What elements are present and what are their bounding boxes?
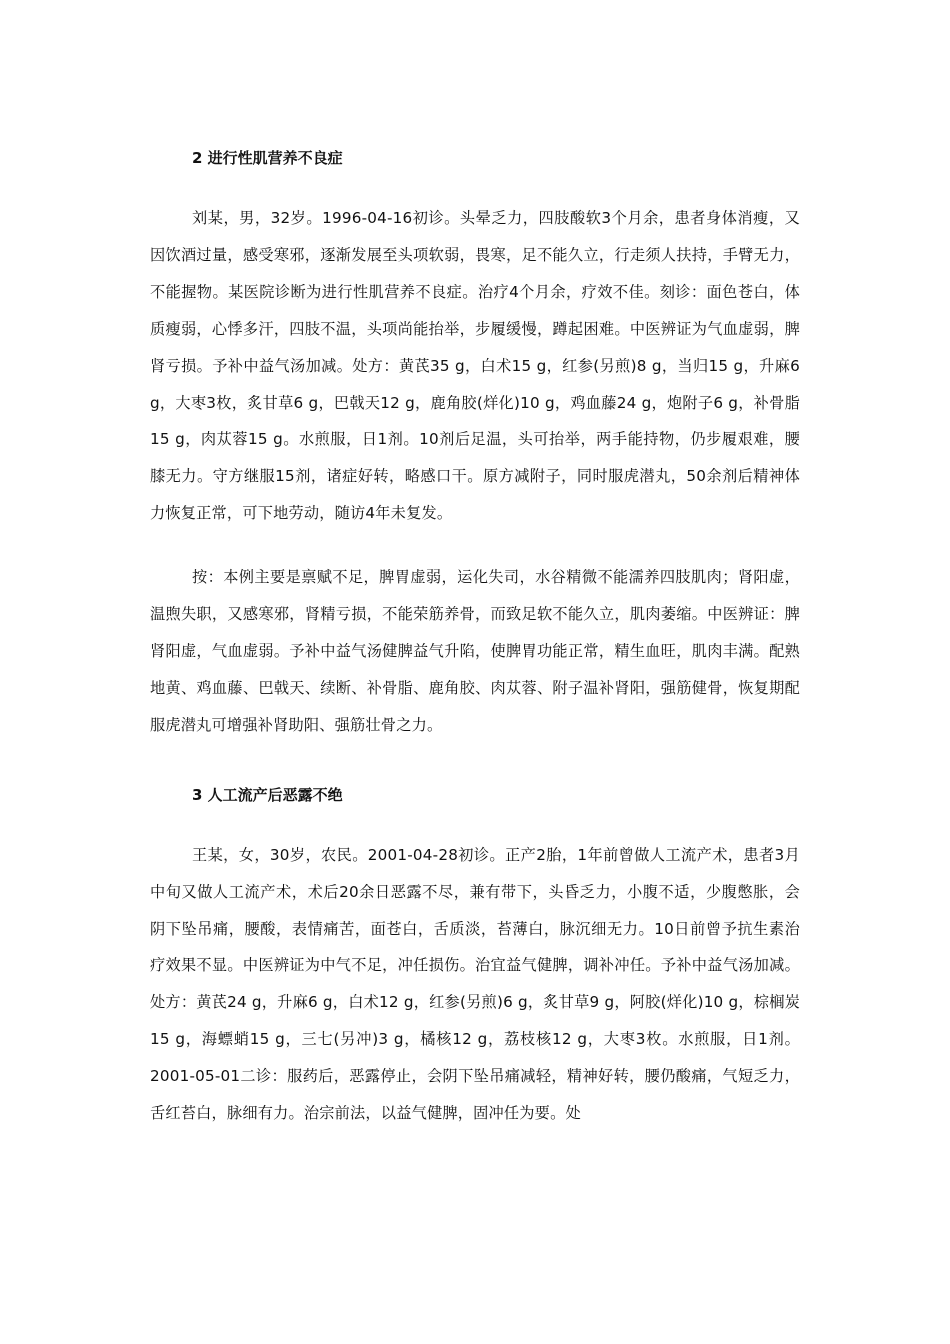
section-heading-muscular-dystrophy: 2 进行性肌营养不良症: [192, 149, 343, 167]
spacer: [150, 182, 800, 200]
commentary-paragraph-liu: 按：本例主要是禀赋不足，脾胃虚弱，运化失司，水谷精微不能濡养四肢肌肉；肾阳虚，温煦失职，又感寒邪，肾精亏损，不能荣筋养骨，而致足软不能久立，肌肉萎缩。中医辨证：脾肾阳虚，气血虚弱。予补中益气汤健脾益气升陷，使脾胃功能正常，精生血旺，肌肉丰满。配熟地黄、鸡血藤、巴戟天、续断、补骨脂、鹿角胶、肉苁蓉、附子温补肾阳，强筋健骨，恢复期配服虎潜丸可增强补肾助阳、强筋壮骨之力。: [150, 568, 800, 734]
spacer: [150, 744, 800, 771]
spacer: [150, 532, 800, 559]
case-paragraph-wang: 王某，女，30岁，农民。2001-04-28初诊。正产2胎，1年前曾做人工流产术，患者3月中旬又做人工流产术，术后20余日恶露不尽，兼有带下，头昏乏力，小腹不适，少腹憋胀，会阴下坠吊痛，腰酸，表情痛苦，面苍白，舌质淡，苔薄白，脉沉细无力。10日前曾予抗生素治疗效果不显。中医辨证为中气不足，冲任损伤。治宜益气健脾，调补冲任。予补中益气汤加减。处方：黄芪24 g，升麻6 g，白术12 g，红参(另煎)6 g，炙甘草9 g，阿胶(烊化)10 g，棕榈炭15 g，海螵蛸15 g，三七(另冲)3 g，橘核12 g，荔枝核12 g，大枣3枚。水煎服，日1剂。2001-05-01二诊：服药后，恶露停止，会阴下坠吊痛减轻，精神好转，腰仍酸痛，气短乏力，舌红苔白，脉细有力。治宗前法，以益气健脾，固冲任为要。处: [150, 845, 800, 1123]
case-paragraph-liu: 刘某，男，32岁。1996-04-16初诊。头晕乏力，四肢酸软3个月余，患者身体消瘦，又因饮酒过量，感受寒邪，逐渐发展至头项软弱，畏寒，足不能久立，行走须人扶持，手臂无力，不能握物。某医院诊断为进行性肌营养不良症。治疗4个月余，疗效不佳。刻诊：面色苍白，体质瘦弱，心悸多汗，四肢不温，头项尚能抬举，步履缓慢，蹲起困难。中医辨证为气血虚弱，脾肾亏损。予补中益气汤加减。处方：黄芪35 g，白术15 g，红参(另煎)8 g，当归15 g，升麻6 g，大枣3枚，炙甘草6 g，巴戟天12 g，鹿角胶(烊化)10 g，鸡血藤24 g，炮附子6 g，补骨脂15 g，肉苁蓉15 g。水煎服，日1剂。10剂后足温，头可抬举，两手能持物，仍步履艰难，腰膝无力。守方继服15剂，诸症好转，略感口干。原方减附子，同时服虎潜丸，50余剂后精神体力恢复正常，可下地劳动，随访4年未复发。: [150, 209, 800, 523]
document-body: [150, 134, 800, 1132]
section-heading-postabortion-lochia: 3 人工流产后恶露不绝: [192, 785, 343, 804]
spacer: [150, 819, 800, 837]
